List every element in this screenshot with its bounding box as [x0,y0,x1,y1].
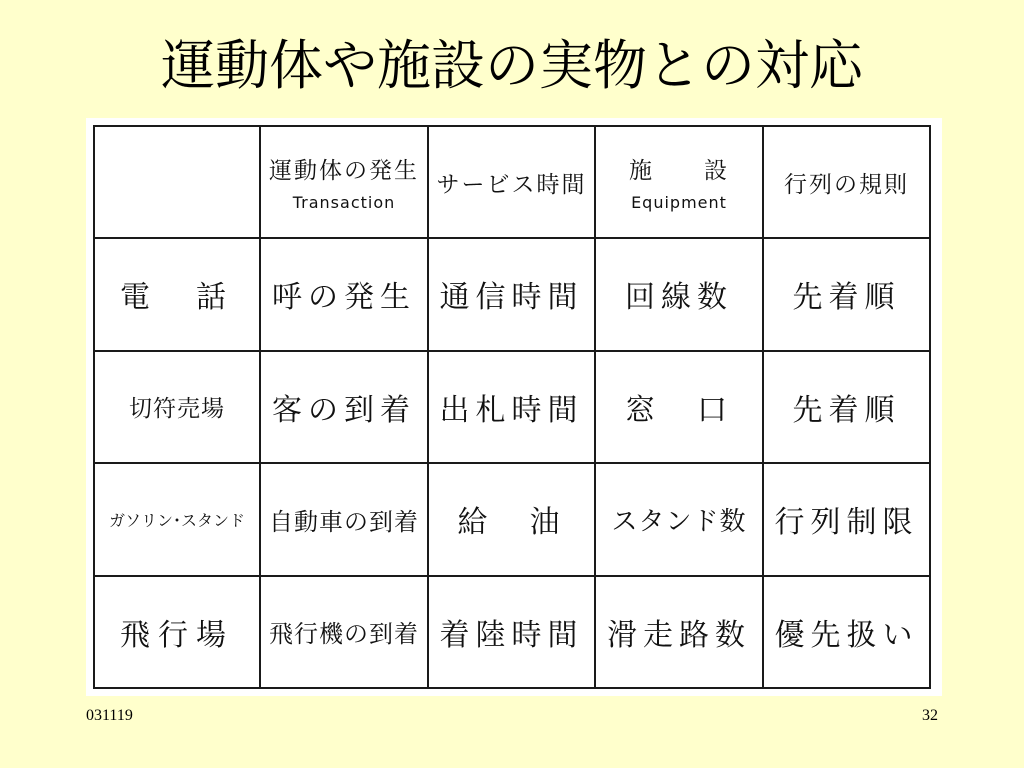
row-queue-rule-cell: 先着順 [763,238,930,351]
row-name-cell: 電 話 [94,238,260,351]
header-service-time-cell: サービス時間 [428,126,595,238]
table-row [94,463,930,576]
row-equipment-cell: 滑走路数 [595,576,763,689]
table-header-row [94,126,930,238]
row-service-time-cell: 通信時間 [428,238,595,351]
row-transaction-cell: 呼の発生 [260,238,428,351]
row-name-cell: 切符売場 [94,351,260,464]
header-equipment-en-label: Equipment [631,193,727,212]
header-equipment-label: 施 設 [629,158,729,184]
header-transaction-en-label: Transaction [292,193,396,212]
correspondence-table [93,125,931,689]
header-equipment-cell [595,126,763,238]
row-equipment-cell: 回線数 [595,238,763,351]
header-transaction-label: 運動体の発生 [269,158,419,184]
row-queue-rule-cell: 優先扱い [763,576,930,689]
scanned-table-image [86,118,942,696]
table-row [94,351,930,464]
row-service-time-cell: 着陸時間 [428,576,595,689]
row-transaction-cell: 客の到着 [260,351,428,464]
row-name-cell: 飛行場 [94,576,260,689]
row-transaction-cell: 飛行機の到着 [260,576,428,689]
row-queue-rule-cell: 先着順 [763,351,930,464]
row-name-cell: ガソリン･スタンド [94,463,260,576]
row-transaction-cell: 自動車の到着 [260,463,428,576]
header-corner-cell [94,126,260,238]
row-queue-rule-cell: 行列制限 [763,463,930,576]
row-service-time-cell: 給 油 [428,463,595,576]
table-row [94,576,930,689]
slide-title: 運動体や施設の実物との対応 [161,34,863,97]
footer-date: 031119 [86,707,133,724]
page-number: 32 [922,707,938,724]
row-equipment-cell: スタンド数 [595,463,763,576]
header-transaction-cell [260,126,428,238]
header-queue-rule-cell: 行列の規則 [763,126,930,238]
row-equipment-cell: 窓 口 [595,351,763,464]
row-service-time-cell: 出札時間 [428,351,595,464]
table-row [94,238,930,351]
